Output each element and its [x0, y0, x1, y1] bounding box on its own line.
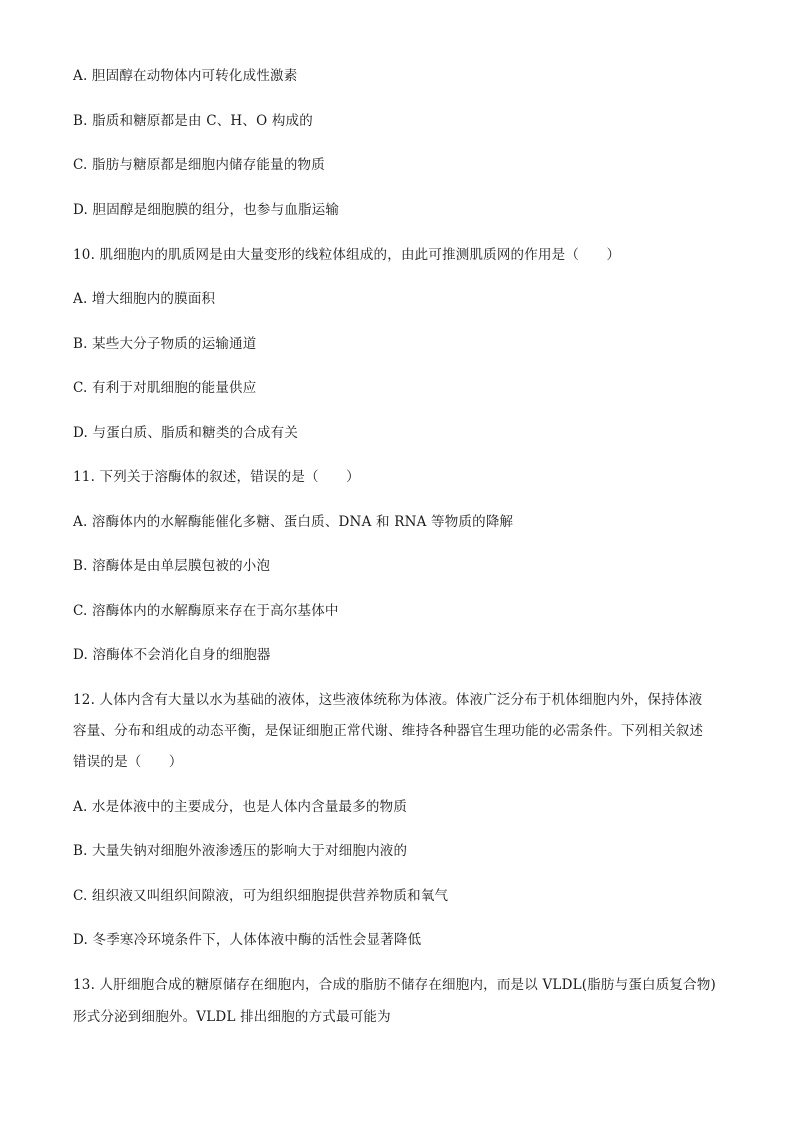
q10-option-d: D. 与蛋白质、脂质和糖类的合成有关 [73, 425, 299, 441]
q12-stem-line-3: 错误的是（ ） [73, 754, 183, 770]
q12-option-d: D. 冬季寒冷环境条件下，人体体液中酶的活性会显著降低 [73, 932, 422, 948]
q11-stem: 11. 下列关于溶酶体的叙述，错误的是（ ） [73, 469, 360, 485]
q10-stem: 10. 肌细胞内的肌质网是由大量变形的线粒体组成的，由此可推测肌质网的作用是（ ） [73, 247, 621, 263]
q11-option-d: D. 溶酶体不会消化自身的细胞器 [73, 647, 271, 663]
q12-option-a: A. 水是体液中的主要成分，也是人体内含量最多的物质 [73, 799, 408, 815]
q10-option-a: A. 增大细胞内的膜面积 [73, 291, 216, 307]
q13-stem-line-2: 形式分泌到细胞外。VLDL 排出细胞的方式最可能为 [73, 1009, 391, 1025]
q9-option-b: B. 脂质和糖原都是由 C、H、O 构成的 [73, 113, 313, 129]
q12-stem-line-2: 容量、分布和组成的动态平衡，是保证细胞正常代谢、维持各种器官生理功能的必需条件。下列相关叙述 [73, 723, 704, 739]
q12-stem-line-1: 12. 人体内含有大量以水为基础的液体，这些液体统称为体液。体液广泛分布于机体细胞内外，保持体液 [73, 692, 703, 708]
q11-option-a: A. 溶酶体内的水解酶能催化多糖、蛋白质、DNA 和 RNA 等物质的降解 [73, 514, 514, 530]
q10-option-c: C. 有利于对肌细胞的能量供应 [73, 380, 257, 396]
q12-option-b: B. 大量失钠对细胞外液渗透压的影响大于对细胞内液的 [73, 843, 408, 859]
q9-option-c: C. 脂肪与糖原都是细胞内储存能量的物质 [73, 157, 325, 173]
q9-option-a: A. 胆固醇在动物体内可转化成性激素 [73, 68, 298, 84]
q11-option-b: B. 溶酶体是由单层膜包被的小泡 [73, 558, 271, 574]
q10-option-b: B. 某些大分子物质的运输通道 [73, 336, 257, 352]
q12-option-c: C. 组织液又叫组织间隙液，可为组织细胞提供营养物质和氧气 [73, 888, 449, 904]
q11-option-c: C. 溶酶体内的水解酶原来存在于高尔基体中 [73, 603, 339, 619]
q9-option-d: D. 胆固醇是细胞膜的组分，也参与血脂运输 [73, 202, 340, 218]
q13-stem-line-1: 13. 人肝细胞合成的糖原储存在细胞内，合成的脂肪不储存在细胞内，而是以 VLDL(脂肪与蛋白质复合物) [73, 977, 716, 993]
